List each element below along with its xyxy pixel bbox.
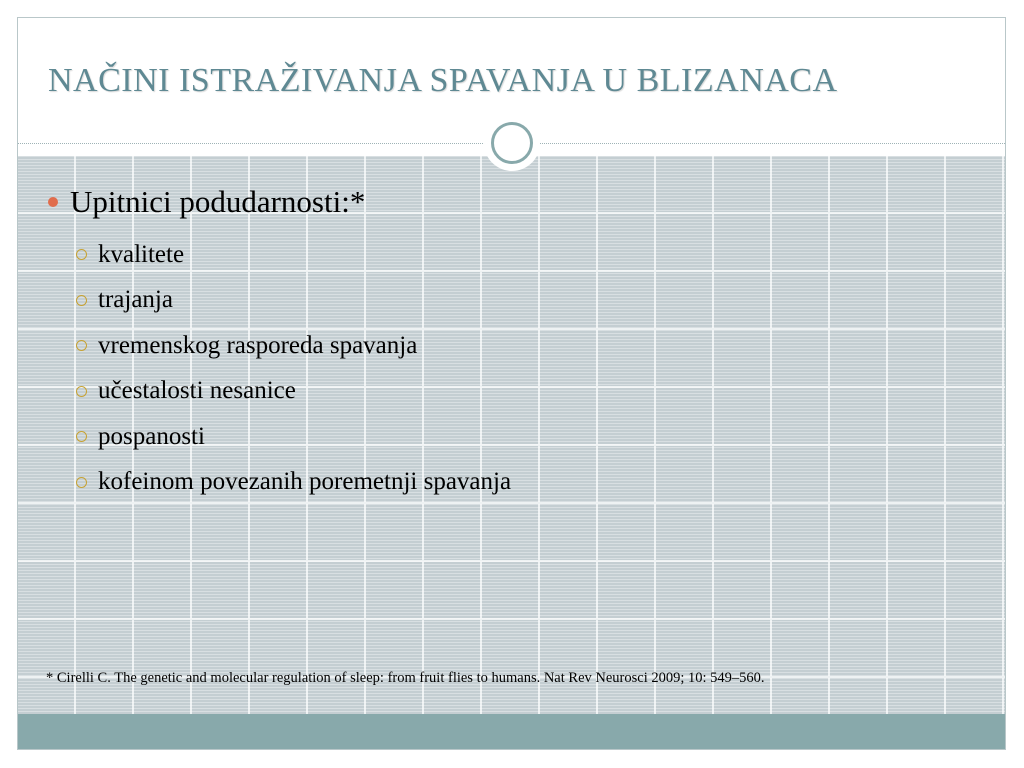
sub-bullet-item	[46, 460, 966, 506]
slide-title: NAČINI ISTRAŽIVANJA SPAVANJA U BLIZANACA	[48, 62, 838, 99]
sub-bullet-text: pospanosti	[98, 422, 205, 450]
main-bullet	[46, 180, 966, 224]
circle-bullet-icon	[76, 340, 87, 351]
footnote: * Cirelli C. The genetic and molecular regulation of sleep: from fruit flies to humans. Nat Rev Neurosci 2009; 10: 549–560.	[46, 670, 765, 686]
ring-ornament-icon	[484, 115, 540, 171]
sub-bullet-item	[46, 414, 966, 460]
sub-bullet-text: kvalitete	[98, 240, 185, 268]
circle-bullet-icon	[76, 386, 87, 397]
circle-bullet-icon	[76, 295, 87, 306]
sub-bullet-text: vremenskog rasporeda spavanja	[98, 331, 418, 359]
bullet-dot-icon	[48, 197, 58, 207]
bottom-accent-bar	[18, 714, 1005, 749]
sub-bullet-item	[46, 232, 966, 278]
sub-bullet-text: učestalosti nesanice	[98, 377, 296, 405]
sub-bullet-text: trajanja	[98, 286, 173, 314]
sub-bullet-item	[46, 369, 966, 415]
sub-bullet-item	[46, 278, 966, 324]
circle-bullet-icon	[76, 431, 87, 442]
circle-bullet-icon	[76, 249, 87, 260]
slide-content	[46, 180, 966, 505]
main-bullet-text: Upitnici podudarnosti:*	[70, 184, 366, 219]
sub-bullet-list	[46, 232, 966, 505]
slide	[17, 17, 1006, 750]
ring-icon	[491, 122, 533, 164]
sub-bullet-item	[46, 323, 966, 369]
circle-bullet-icon	[76, 477, 87, 488]
sub-bullet-text: kofeinom povezanih poremetnji spavanja	[98, 468, 512, 496]
